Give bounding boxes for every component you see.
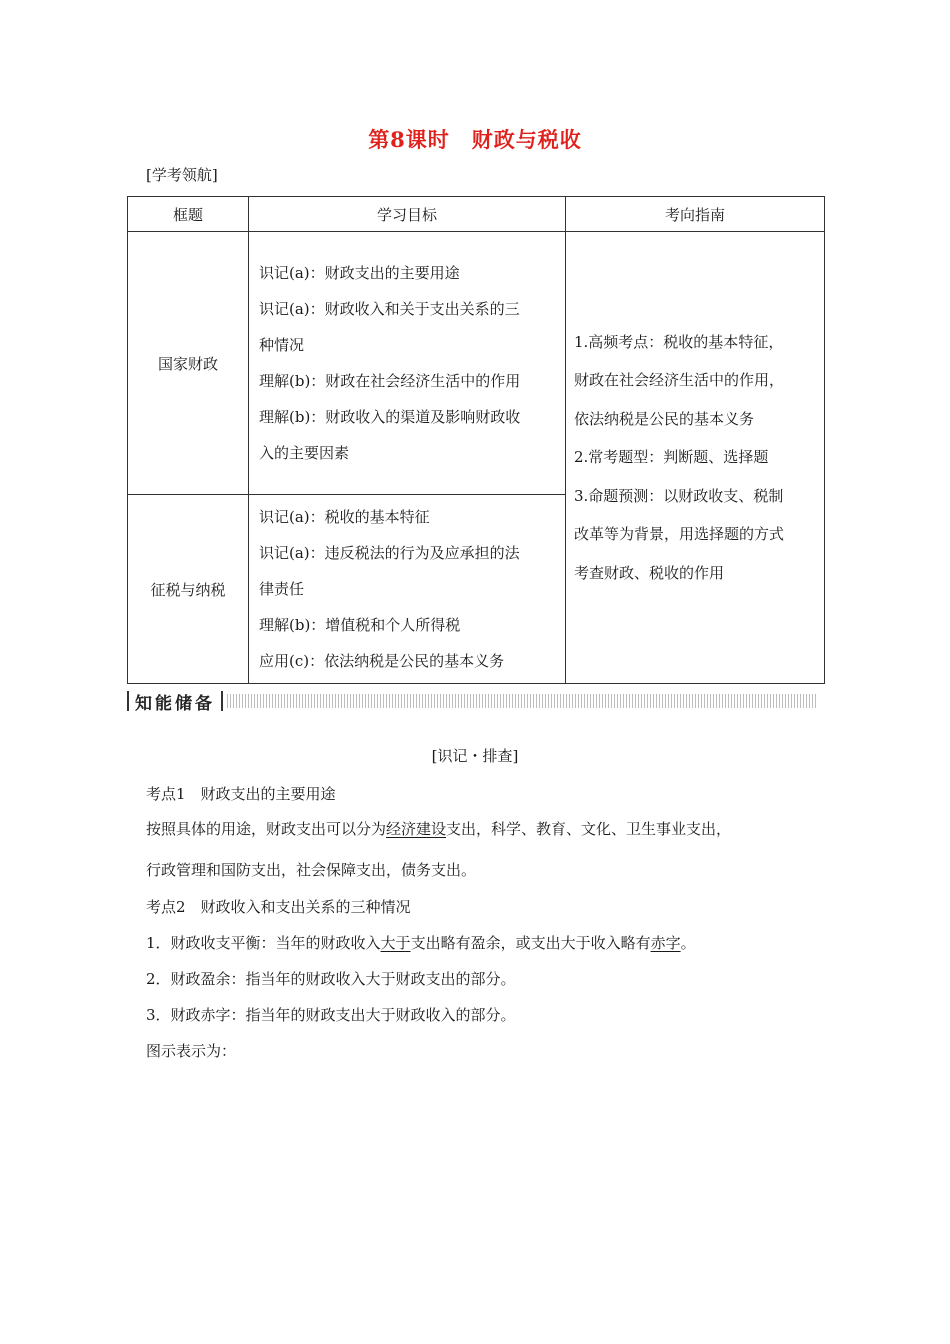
banner-label: 知能储备 [135,693,215,714]
point2-underlined-term: 赤字 [650,934,681,952]
point2-text: 。 [680,934,696,952]
section-banner [127,688,817,714]
goal-line: 识记(a)：财政收入和关于支出关系的三 [259,300,520,318]
guide-line: 1.高频考点：税收的基本特征， [574,332,784,351]
point2-item1 [146,932,696,953]
header-guide: 考向指南 [566,197,825,232]
goal-line: 应用(c)：依法纳税是公民的基本义务 [259,652,505,670]
point2-item3: 3．财政赤字：指当年的财政支出大于财政收入的部分。 [146,1006,516,1024]
goal-line: 识记(a)：违反税法的行为及应承担的法 [259,544,520,562]
goal-line: 理解(b)：财政收入的渠道及影响财政收 [259,408,521,426]
frame-cell: 征税与纳税 [128,495,249,684]
table-row [128,232,825,495]
point2-title: 考点2 财政收入和支出关系的三种情况 [146,898,411,916]
goal-line: 识记(a)：财政支出的主要用途 [259,264,460,282]
guide-line: 财政在社会经济生活中的作用， [574,371,785,390]
frame-cell: 国家财政 [128,232,249,495]
table-header-row [128,197,825,232]
goals-cell [249,232,566,495]
goal-line: 理解(b)：财政在社会经济生活中的作用 [259,372,521,390]
guide-line: 依法纳税是公民的基本义务 [574,409,755,428]
guide-line: 改革等为背景，用选择题的方式 [574,525,785,544]
study-guide-table [127,196,825,684]
header-goals: 学习目标 [249,197,566,232]
point2-text: 支出略有盈余，或支出大于收入略有 [410,934,651,952]
point1-text: 支出，科学、教育、文化、卫生事业支出， [446,820,732,838]
point1-underlined-term: 经济建设 [386,820,447,838]
banner-bar-right [221,691,223,711]
subheading: [识记・排查] [431,747,519,765]
guide-line: 2.常考题型：判断题、选择题 [574,448,769,467]
goal-line: 种情况 [259,336,305,354]
point2-closing: 图示表示为： [146,1042,237,1060]
point1-line2: 行政管理和国防支出，社会保障支出，债务支出。 [146,861,477,879]
point1-line1 [146,818,731,839]
section-label: [学考领航] [146,166,218,184]
goals-cell [249,495,566,684]
point1-text: 按照具体的用途，财政支出可以分为 [146,820,387,838]
lesson-title: 第8课时 财政与税收 [368,127,582,152]
point2-underlined-term: 大于 [380,934,411,952]
goal-line: 理解(b)：增值税和个人所得税 [259,616,461,634]
header-frame: 框题 [128,197,249,232]
goal-line: 律责任 [259,580,305,598]
goal-line: 识记(a)：税收的基本特征 [259,508,430,526]
point1-title: 考点1 财政支出的主要用途 [146,785,336,803]
guide-cell [566,232,825,684]
guide-line: 考查财政、税收的作用 [574,563,725,582]
point2-text: 1．财政收支平衡：当年的财政收入 [146,934,381,952]
goal-line: 入的主要因素 [259,444,350,462]
point2-item2: 2．财政盈余：指当年的财政收入大于财政支出的部分。 [146,970,516,988]
guide-line: 3.命题预测：以财政收支、税制 [574,486,784,505]
banner-pattern [227,694,817,708]
